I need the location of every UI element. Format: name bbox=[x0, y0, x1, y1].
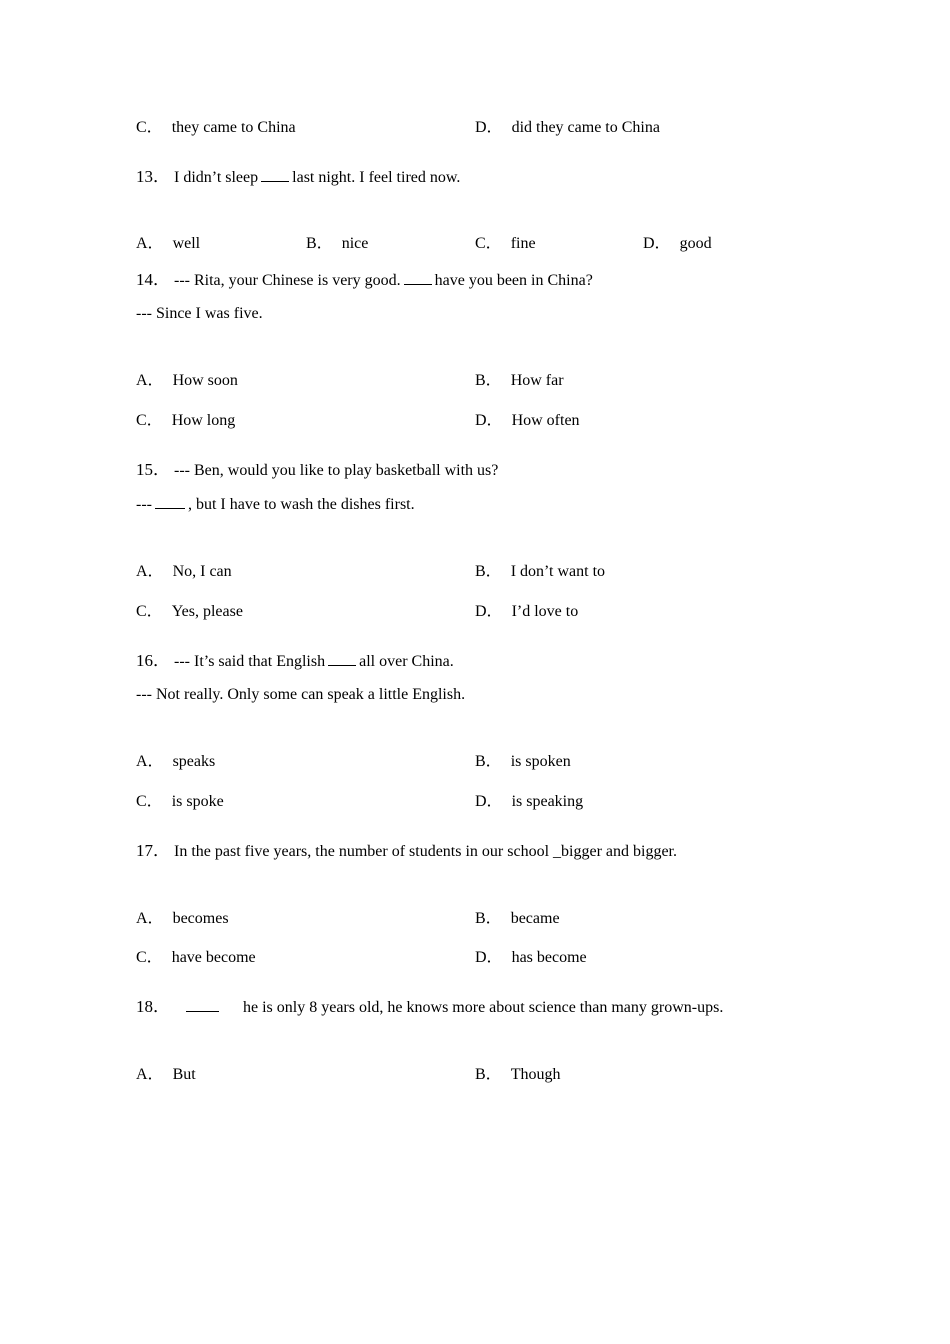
stem-text: --- It’s said that English bbox=[174, 653, 326, 670]
answer-blank bbox=[328, 652, 356, 666]
option-text: speaks bbox=[172, 753, 216, 770]
question-14-stem bbox=[136, 270, 593, 291]
stem-text: last night. I feel tired now. bbox=[292, 169, 461, 186]
option-text: fine bbox=[510, 235, 536, 252]
stem-text: have you been in China? bbox=[434, 272, 593, 289]
option-text: How often bbox=[511, 412, 580, 429]
option-letter: D． bbox=[475, 603, 503, 620]
option-letter: C． bbox=[136, 119, 163, 136]
option-text: How soon bbox=[172, 372, 238, 389]
question-14-reply: --- Since I was five. bbox=[136, 305, 263, 322]
question-number: 15． bbox=[136, 460, 170, 479]
reply-text: --- bbox=[136, 496, 152, 513]
option-text: they came to China bbox=[171, 119, 296, 136]
question-17-option-c bbox=[136, 948, 256, 968]
option-c-prev bbox=[136, 118, 296, 138]
option-text: becomes bbox=[172, 910, 229, 927]
option-text: Though bbox=[510, 1066, 561, 1083]
question-17-option-b bbox=[475, 909, 560, 929]
option-letter: D． bbox=[475, 949, 503, 966]
question-18-option-a bbox=[136, 1065, 196, 1085]
question-number: 13． bbox=[136, 167, 170, 186]
question-number: 14． bbox=[136, 270, 170, 289]
question-17-option-d bbox=[475, 948, 587, 968]
option-text: nice bbox=[341, 235, 369, 252]
question-number: 16． bbox=[136, 651, 170, 670]
option-letter: C． bbox=[136, 793, 163, 810]
question-13-stem bbox=[136, 167, 460, 188]
stem-text: In the past five years, the number of students in our school _bigger and bigger. bbox=[174, 843, 677, 860]
option-letter: B． bbox=[475, 910, 502, 927]
option-text: I don’t want to bbox=[510, 563, 606, 580]
option-letter: B． bbox=[475, 1066, 502, 1083]
question-16-option-c bbox=[136, 792, 224, 812]
option-letter: A． bbox=[136, 910, 164, 927]
option-text: good bbox=[679, 235, 712, 252]
question-13-option-a bbox=[136, 234, 200, 254]
option-letter: A． bbox=[136, 235, 164, 252]
question-17-stem bbox=[136, 841, 677, 862]
option-letter: D． bbox=[643, 235, 671, 252]
option-letter: A． bbox=[136, 753, 164, 770]
option-text: is spoke bbox=[171, 793, 224, 810]
answer-blank bbox=[261, 168, 289, 182]
stem-text: I didn’t sleep bbox=[174, 169, 259, 186]
option-letter: C． bbox=[136, 949, 163, 966]
stem-text: --- Rita, your Chinese is very good. bbox=[174, 272, 401, 289]
question-14-option-b bbox=[475, 371, 564, 391]
option-text: is spoken bbox=[510, 753, 571, 770]
option-letter: C． bbox=[136, 412, 163, 429]
option-letter: D． bbox=[475, 119, 503, 136]
option-letter: B． bbox=[475, 372, 502, 389]
question-13-option-d bbox=[643, 234, 712, 254]
answer-blank bbox=[186, 998, 219, 1012]
question-15-stem bbox=[136, 460, 498, 481]
option-letter: B． bbox=[475, 563, 502, 580]
option-letter: A． bbox=[136, 563, 164, 580]
reply-text: , but I have to wash the dishes first. bbox=[187, 496, 415, 513]
option-text: How long bbox=[171, 412, 236, 429]
option-text: is speaking bbox=[511, 793, 584, 810]
question-15-reply bbox=[136, 495, 415, 515]
option-d-prev bbox=[475, 118, 660, 138]
option-letter: A． bbox=[136, 1066, 164, 1083]
question-16-option-d bbox=[475, 792, 583, 812]
question-18-stem bbox=[136, 997, 723, 1018]
option-text: But bbox=[172, 1066, 196, 1083]
option-letter: A． bbox=[136, 372, 164, 389]
option-text: became bbox=[510, 910, 560, 927]
question-13-option-b bbox=[306, 234, 368, 254]
option-letter: B． bbox=[475, 753, 502, 770]
question-13-option-c bbox=[475, 234, 536, 254]
question-16-option-a bbox=[136, 752, 215, 772]
question-16-option-b bbox=[475, 752, 571, 772]
question-15-option-d bbox=[475, 602, 578, 622]
option-letter: D． bbox=[475, 793, 503, 810]
stem-text: all over China. bbox=[359, 653, 454, 670]
answer-blank bbox=[155, 495, 185, 509]
question-number: 17． bbox=[136, 841, 170, 860]
question-16-reply: --- Not really. Only some can speak a little English. bbox=[136, 686, 466, 703]
answer-blank bbox=[404, 271, 432, 285]
option-letter: C． bbox=[136, 603, 163, 620]
question-14-option-d bbox=[475, 411, 580, 431]
option-text: well bbox=[172, 235, 201, 252]
question-15-option-c bbox=[136, 602, 243, 622]
question-number: 18． bbox=[136, 997, 170, 1016]
option-text: did they came to China bbox=[511, 119, 660, 136]
option-letter: B． bbox=[306, 235, 333, 252]
question-14-option-c bbox=[136, 411, 235, 431]
question-14-option-a bbox=[136, 371, 238, 391]
option-letter: C． bbox=[475, 235, 502, 252]
option-text: How far bbox=[510, 372, 564, 389]
question-15-option-a bbox=[136, 562, 232, 582]
option-text: Yes, please bbox=[171, 603, 243, 620]
question-16-stem bbox=[136, 651, 454, 672]
question-17-option-a bbox=[136, 909, 229, 929]
option-text: I’d love to bbox=[511, 603, 579, 620]
question-18-option-b bbox=[475, 1065, 560, 1085]
option-text: have become bbox=[171, 949, 256, 966]
question-15-option-b bbox=[475, 562, 605, 582]
stem-text: --- Ben, would you like to play basketball with us? bbox=[174, 462, 499, 479]
option-text: No, I can bbox=[172, 563, 232, 580]
option-text: has become bbox=[511, 949, 587, 966]
option-letter: D． bbox=[475, 412, 503, 429]
stem-text: he is only 8 years old, he knows more about science than many grown-ups. bbox=[243, 999, 724, 1016]
